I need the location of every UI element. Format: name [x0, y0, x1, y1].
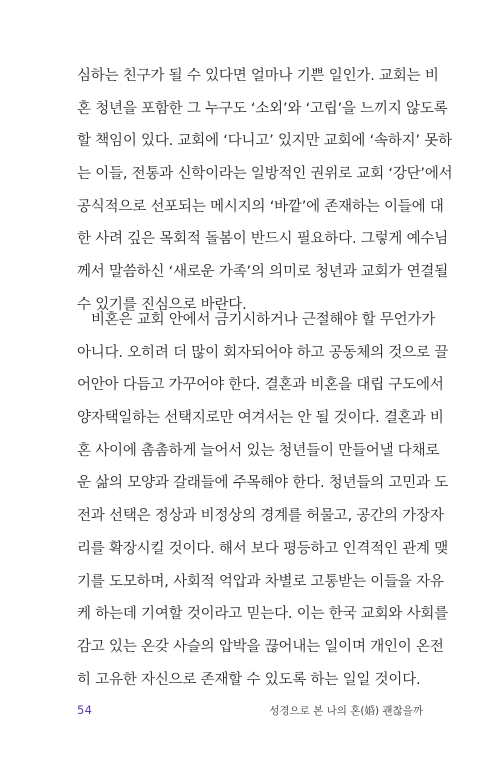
text-line: 어안아 다듬고 가꾸어야 한다. 결혼과 비혼을 대립 구도에서	[77, 377, 444, 394]
text-line: 혼 청년을 포함한 그 누구도 ‘소외’와 ‘고립’을 느끼지 않도록	[77, 100, 448, 117]
text-line: 공식적으로 선포되는 메시지의 ‘바깥’에 존재하는 이들에 대	[77, 198, 444, 215]
text-line: 한 사려 깊은 목회적 돌봄이 반드시 필요하다. 그렇게 예수님	[77, 231, 449, 248]
text-line: 기를 도모하며, 사회적 억압과 차별로 고통받는 이들을 자유	[77, 573, 444, 590]
text-line: 수 있기를 진심으로 바란다.	[77, 296, 247, 313]
text-line: 아니다. 오히려 더 많이 회자되어야 하고 공동체의 것으로 끌	[77, 344, 449, 361]
page-number: 54	[77, 703, 93, 717]
text-line: 전과 선택은 정상과 비정상의 경계를 허물고, 공간의 가장자	[77, 508, 444, 525]
text-line: 운 삶의 모양과 갈래들에 주목해야 한다. 청년들의 고민과 도	[77, 475, 449, 492]
paragraph-2	[77, 304, 449, 696]
text-line: 케 하는데 기여할 것이라고 믿는다. 이는 한국 교회와 사회를	[77, 606, 449, 623]
text-line: 는 이들, 전통과 신학이라는 일방적인 권위로 교회 ‘강단’에서	[77, 166, 453, 183]
text-line: 비혼은 교회 안에서 금기시하거나 근절해야 할 무언가가	[91, 312, 436, 328]
page-footer	[77, 700, 423, 720]
text-line: 께서 말씀하신 ‘새로운 가족’의 의미로 청년과 교회가 연결될	[77, 264, 449, 281]
text-line: 혼 사이에 촘촘하게 늘어서 있는 청년들이 만들어낼 다채로	[77, 442, 440, 459]
running-title: 성경으로 본 나의 혼(婚) 괜찮을까	[269, 704, 423, 717]
text-line: 감고 있는 온갖 사슬의 압박을 끊어내는 일이며 개인이 온전	[77, 638, 444, 655]
text-line: 히 고유한 자신으로 존재할 수 있도록 하는 일일 것이다.	[77, 671, 421, 688]
text-line: 할 책임이 있다. 교회에 ‘다니고’ 있지만 교회에 ‘속하지’ 못하	[77, 133, 452, 150]
text-line: 양자택일하는 선택지로만 여겨서는 안 될 것이다. 결혼과 비	[77, 410, 444, 427]
paragraph-1	[77, 60, 453, 322]
text-line: 리를 확장시킬 것이다. 해서 보다 평등하고 인격적인 관계 맺	[77, 540, 449, 557]
text-line: 심하는 친구가 될 수 있다면 얼마나 기쁜 일인가. 교회는 비	[77, 68, 439, 84]
